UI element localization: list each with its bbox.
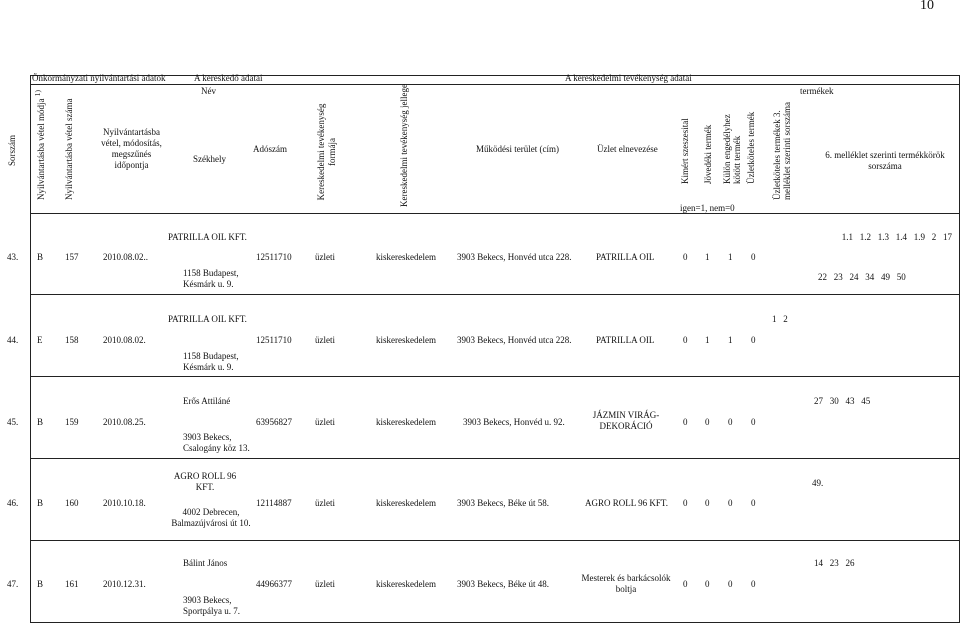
cell-idopont: 2010.08.02. xyxy=(103,335,146,345)
cell-adoszam: 63956827 xyxy=(256,417,292,427)
cell-forma: üzleti xyxy=(315,579,335,589)
header-jovedeki: Jövedéki termék xyxy=(703,124,713,184)
header-rule xyxy=(30,84,960,85)
cell-forma: üzleti xyxy=(315,417,335,427)
cell-idopont: 2010.08.02.. xyxy=(103,252,148,262)
cell-szama: 160 xyxy=(65,498,79,508)
cell-nev: Bálint János xyxy=(183,558,228,568)
cell-szekhely: 4002 Debrecen, Balmazújvárosi út 10. xyxy=(171,507,251,528)
cell-modja: B xyxy=(37,498,44,508)
group-title-onkormanyzati: Önkormányzati nyilvántartási adatok xyxy=(32,73,166,83)
row-divider xyxy=(30,540,960,541)
cell-modja: B xyxy=(37,252,44,262)
table-left-border xyxy=(30,75,31,622)
cell-idopont: 2010.10.18. xyxy=(103,498,146,508)
header-szekhely: Székhely xyxy=(193,154,226,164)
header-formaja: Kereskedelmi tevékenység formája xyxy=(316,103,337,201)
cell-nev: AGRO ROLL 96 KFT. xyxy=(173,471,237,492)
cell-szekhely: 3903 Bekecs, Sportpálya u. 7. xyxy=(183,595,240,616)
header-nev: Név xyxy=(201,86,216,96)
header-jellege: Kereskedelmi tevékenység jellege xyxy=(399,84,409,207)
header-adoszam: Adószám xyxy=(253,144,287,154)
cell-adoszam: 12511710 xyxy=(256,335,292,345)
cell-sorszam: 45. xyxy=(7,417,19,427)
cell-codes: 1.1 1.2 1.3 1.4 1.9 2 17 xyxy=(841,232,952,242)
page-number: 10 xyxy=(920,0,934,13)
header-igen-nem: igen=1, nem=0 xyxy=(680,203,735,213)
cell-uzlet: PATRILLA OIL xyxy=(596,335,655,345)
cell-nev: Erős Attiláné xyxy=(183,396,231,406)
cell-flag-kimert: 0 xyxy=(683,252,688,262)
cell-codes: 1 2 xyxy=(772,314,788,324)
cell-flag-jovedeki: 0 xyxy=(705,417,710,427)
cell-nev: PATRILLA OIL KFT. xyxy=(168,232,247,242)
cell-idopont: 2010.08.25. xyxy=(103,417,146,427)
cell-flag-kulon: 0 xyxy=(728,498,733,508)
header-vetel-modja xyxy=(33,90,46,200)
cell-szekhely: 3903 Bekecs, Csalogány köz 13. xyxy=(183,432,250,453)
cell-codes: 14 23 26 xyxy=(814,558,855,568)
header-kulon-engedely: Külön engedélyhez kötött termék xyxy=(722,114,742,184)
cell-terulet: 3903 Bekecs, Béke út 48. xyxy=(457,579,549,589)
header-bottom-border xyxy=(30,213,960,214)
cell-forma: üzleti xyxy=(315,335,335,345)
cell-sorszam: 43. xyxy=(7,252,19,262)
cell-szama: 161 xyxy=(65,579,79,589)
cell-adoszam: 44966377 xyxy=(256,579,292,589)
table-top-border xyxy=(30,75,960,76)
cell-jelleg: kiskereskedelem xyxy=(376,579,436,589)
row-divider xyxy=(30,458,960,459)
cell-flag-kimert: 0 xyxy=(683,498,688,508)
cell-uzlet: Mesterek és barkácsolók boltja xyxy=(581,573,671,594)
header-idopont: Nyilvántartásba vétel, módosítás, megszűnés időpontja xyxy=(101,127,162,170)
cell-flag-jovedeki: 0 xyxy=(705,498,710,508)
cell-codes: 27 30 43 45 xyxy=(814,396,871,406)
header-vetel-szama: Nyilvántartásba vétel száma xyxy=(64,98,74,200)
group-title-kereskedelmi: A kereskedelmi tevékenység adatai xyxy=(565,73,692,83)
header-vetel-modja-text: Nyilvántartásba vétel módja xyxy=(36,98,46,200)
cell-flag-uzletkoteles: 0 xyxy=(751,579,756,589)
cell-uzlet: AGRO ROLL 96 KFT. xyxy=(585,498,668,508)
header-uzlet-elnevezese: Üzlet elnevezése xyxy=(597,144,658,154)
cell-flag-uzletkoteles: 0 xyxy=(751,335,756,345)
cell-flag-kulon: 1 xyxy=(728,335,733,345)
cell-codes-2: 22 23 24 34 49 50 xyxy=(818,272,906,282)
header-termekek: termékek xyxy=(800,86,834,96)
header-uzletkoteles: Üzletköteles termék xyxy=(746,111,756,184)
cell-flag-kimert: 0 xyxy=(683,579,688,589)
table-bottom-border xyxy=(30,622,960,623)
cell-uzlet: JÁZMIN VIRÁG-DEKORÁCIÓ xyxy=(592,410,660,431)
cell-terulet: 3903 Bekecs, Honvéd utca 228. xyxy=(457,335,572,345)
cell-sorszam: 44. xyxy=(7,335,19,345)
cell-adoszam: 12511710 xyxy=(256,252,292,262)
cell-flag-uzletkoteles: 0 xyxy=(751,252,756,262)
cell-flag-uzletkoteles: 0 xyxy=(751,498,756,508)
cell-modja: B xyxy=(37,417,44,427)
cell-flag-kulon: 0 xyxy=(728,417,733,427)
cell-flag-kulon: 1 xyxy=(728,252,733,262)
cell-idopont: 2010.12.31. xyxy=(103,579,146,589)
cell-forma: üzleti xyxy=(315,498,335,508)
header-uzletkoteles-3: Üzletköteles termékek 3. melléklet szerinti sorszáma xyxy=(772,102,792,200)
cell-szama: 159 xyxy=(65,417,79,427)
cell-flag-kimert: 0 xyxy=(683,417,688,427)
cell-szekhely: 1158 Budapest, Késmárk u. 9. xyxy=(183,268,239,289)
footnote-marker: 1) xyxy=(33,90,42,97)
cell-szama: 157 xyxy=(65,252,79,262)
cell-terulet: 3903 Bekecs, Honvéd u. 92. xyxy=(463,417,565,427)
cell-adoszam: 12114887 xyxy=(256,498,292,508)
cell-forma: üzleti xyxy=(315,252,335,262)
cell-flag-jovedeki: 0 xyxy=(705,579,710,589)
cell-jelleg: kiskereskedelem xyxy=(376,498,436,508)
cell-uzlet: PATRILLA OIL xyxy=(596,252,655,262)
row-divider xyxy=(30,376,960,377)
header-kimert-szeszesital: Kimért szeszesital xyxy=(680,118,690,184)
cell-modja: B xyxy=(37,579,44,589)
header-melleklet-6: 6. melléklet szerinti termékkörök sorszáma xyxy=(825,150,945,171)
cell-sorszam: 46. xyxy=(7,498,19,508)
cell-szama: 158 xyxy=(65,335,79,345)
row-divider xyxy=(30,294,960,295)
cell-flag-uzletkoteles: 0 xyxy=(751,417,756,427)
header-mukodesi-terulet: Működési terület (cím) xyxy=(476,144,559,154)
group-title-kereskedo: A kereskedő adatai xyxy=(194,73,263,83)
cell-jelleg: kiskereskedelem xyxy=(376,335,436,345)
cell-flag-kulon: 0 xyxy=(728,579,733,589)
cell-nev: PATRILLA OIL KFT. xyxy=(168,314,247,324)
cell-terulet: 3903 Bekecs, Honvéd utca 228. xyxy=(457,252,572,262)
header-sorszam: Sorszám xyxy=(7,135,17,166)
cell-flag-jovedeki: 1 xyxy=(705,335,710,345)
cell-jelleg: kiskereskedelem xyxy=(376,417,436,427)
cell-jelleg: kiskereskedelem xyxy=(376,252,436,262)
cell-codes: 49. xyxy=(812,478,824,488)
cell-sorszam: 47. xyxy=(7,579,19,589)
cell-flag-jovedeki: 1 xyxy=(705,252,710,262)
cell-flag-kimert: 0 xyxy=(683,335,688,345)
cell-szekhely: 1158 Budapest, Késmárk u. 9. xyxy=(183,351,239,372)
cell-terulet: 3903 Bekecs, Béke út 58. xyxy=(457,498,549,508)
cell-modja: E xyxy=(37,335,43,345)
